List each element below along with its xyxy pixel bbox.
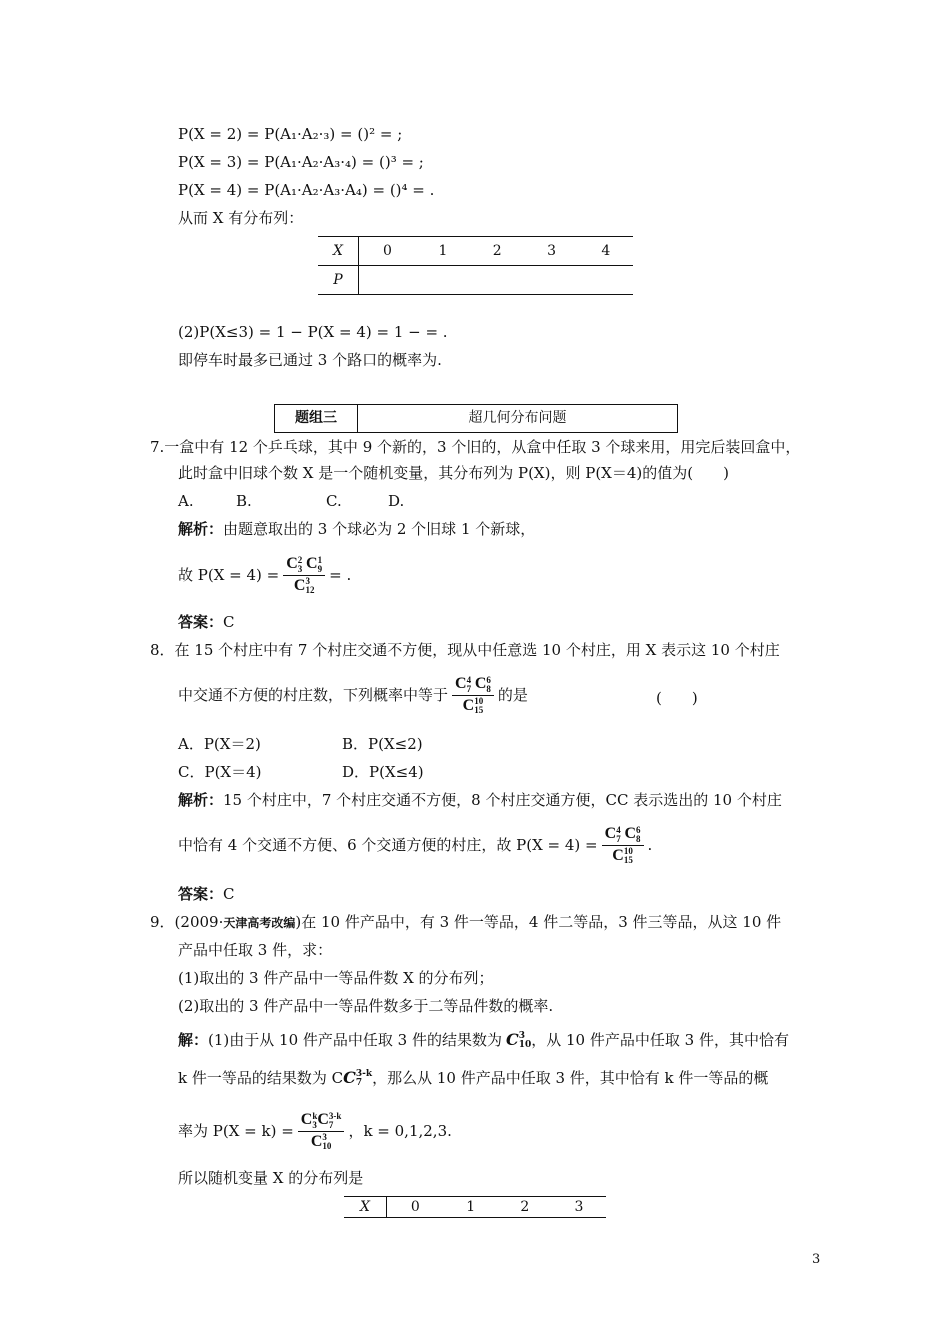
table1-row-p-label: P xyxy=(318,266,359,295)
table2-header-cell: 0 xyxy=(410,1199,420,1215)
q8-option-c: C．P(X＝4) xyxy=(178,763,262,781)
q7-answer-label: 答案： xyxy=(178,613,224,631)
table1-header-cell: 2 xyxy=(492,243,502,259)
q9-combination-10-3: C 3 10 xyxy=(505,1030,532,1050)
prob-x2-line: P(X = 2) = P(A₁·A₂·₃) = ()² = ; xyxy=(178,125,403,143)
page-number: 3 xyxy=(812,1252,821,1267)
q8-answer-label: 答案： xyxy=(178,885,224,903)
table1-header-cell: 4 xyxy=(601,243,611,259)
q9-solution-line1a: (1)由于从 10 件产品中任取 3 件的结果数为 xyxy=(208,1031,502,1049)
q7-therefore: 故 P(X = 4) = xyxy=(178,566,280,584)
table2-header-x: X xyxy=(344,1197,387,1218)
q8-analysis-line2: 中恰有 4 个交通不方便、6 个交通方便的村庄，故 P(X = 4) = xyxy=(178,836,598,854)
table2-header-cell: 3 xyxy=(574,1199,584,1215)
q7-fraction-end: = . xyxy=(329,566,352,584)
table2-header-cell: 2 xyxy=(520,1199,530,1215)
part2-line: (2)P(X≤3) = 1 − P(X = 4) = 1 − = . xyxy=(178,323,448,341)
q7-analysis-label: 解析： xyxy=(178,520,224,538)
q7-stem-line1: 7.一盒中有 12 个乒乓球，其中 9 个新的，3 个旧的，从盒中任取 3 个球来用，用完后装回盒中， xyxy=(150,438,801,456)
table1-header-cell: 3 xyxy=(547,243,556,259)
q9-sub-question-1: (1)取出的 3 件产品中一等品件数 X 的分布列； xyxy=(178,969,494,987)
q8-option-a: A．P(X＝2) xyxy=(178,735,261,753)
q8-answer-paren: ( ) xyxy=(656,689,698,707)
table2-header-cell: 1 xyxy=(466,1199,476,1215)
q8-stem-line1: 8．在 15 个村庄中有 7 个村庄交通不方便，现从中任意选 10 个村庄，用 X 表示这 10 个村庄 xyxy=(150,641,780,659)
q7-answer: C xyxy=(223,613,235,631)
table1-header-x: X xyxy=(318,237,359,266)
q9-stem-line2: 产品中任取 3 件，求： xyxy=(178,941,333,959)
prob-x3-line: P(X = 3) = P(A₁·A₂·A₃·₄) = ()³ = ; xyxy=(178,153,424,171)
q9-probability-fraction: C k 3 C 3-k 7 C 3 10 xyxy=(298,1111,345,1151)
q8-fraction: C 4 7 C 6 8 C 10 15 xyxy=(452,675,494,715)
section-group-label: 题组三 xyxy=(275,405,358,432)
section-title: 超几何分布问题 xyxy=(468,410,567,426)
q8-analysis-end: . xyxy=(647,836,653,854)
q9-solution-line2a: k 件一等品的结果数为 C xyxy=(178,1069,344,1087)
q7-stem-line2: 此时盒中旧球个数 X 是一个随机变量，其分布列为 P(X)，则 P(X＝4)的值为( ) xyxy=(178,464,729,482)
q7-fraction: C 2 3 C 1 9 C 3 12 xyxy=(283,555,325,595)
section-header-box xyxy=(274,404,678,433)
q7-analysis-text: 由题意取出的 3 个球必为 2 个旧球 1 个新球， xyxy=(223,520,536,538)
q7-option-c: C. xyxy=(326,492,342,510)
q9-solution-line2b: ，那么从 10 件产品中任取 3 件，其中恰有 k 件一等品的概 xyxy=(372,1069,769,1087)
q9-solution-line4: 所以随机变量 X 的分布列是 xyxy=(178,1169,364,1187)
q8-option-d: D．P(X≤4) xyxy=(342,763,424,781)
distribution-table-1 xyxy=(318,236,633,295)
q8-analysis-fraction: C 4 7 C 6 8 C 10 15 xyxy=(602,825,644,865)
q8-stem-line2b: 的是 xyxy=(497,686,528,704)
q7-option-a: A. xyxy=(178,492,194,510)
dist-intro: 从而 X 有分布列： xyxy=(178,209,304,227)
q9-sub-question-2: (2)取出的 3 件产品中一等品件数多于二等品件数的概率. xyxy=(178,997,554,1015)
prob-x4-line: P(X = 4) = P(A₁·A₂·A₃·A₄) = ()⁴ = . xyxy=(178,181,435,199)
q9-solution-line1b: ，从 10 件产品中任取 3 件，其中恰有 xyxy=(531,1031,789,1049)
q9-solution-line3a: 率为 P(X = k) = xyxy=(178,1122,294,1140)
q9-stem-prefix: 9．(2009· xyxy=(150,913,224,931)
q9-combination-7: C 3-k 7 xyxy=(343,1068,373,1088)
q7-option-b: B. xyxy=(236,492,252,510)
q8-analysis-label: 解析： xyxy=(178,791,224,809)
q8-analysis-text: 15 个村庄中，7 个村庄交通不方便，8 个村庄交通方便，CC 表示选出的 10 个村庄 xyxy=(223,791,782,809)
table1-header-cell: 1 xyxy=(438,243,448,259)
q9-source: 天津高考改编 xyxy=(223,916,296,930)
q7-option-d: D. xyxy=(388,492,405,510)
q9-stem-line1: )在 10 件产品中，有 3 件一等品，4 件二等品，3 件三等品，从这 10 件 xyxy=(295,913,782,931)
q8-option-b: B．P(X≤2) xyxy=(342,735,423,753)
q8-stem-line2a: 中交通不方便的村庄数，下列概率中等于 xyxy=(178,686,449,704)
q8-answer: C xyxy=(223,885,235,903)
distribution-table-2 xyxy=(344,1196,606,1218)
table1-header-cell: 0 xyxy=(382,243,392,259)
part2-conclusion: 即停车时最多已通过 3 个路口的概率为. xyxy=(178,351,442,369)
q9-solution-label: 解： xyxy=(178,1031,209,1049)
q9-solution-line3b: ，k = 0,1,2,3. xyxy=(348,1122,452,1140)
